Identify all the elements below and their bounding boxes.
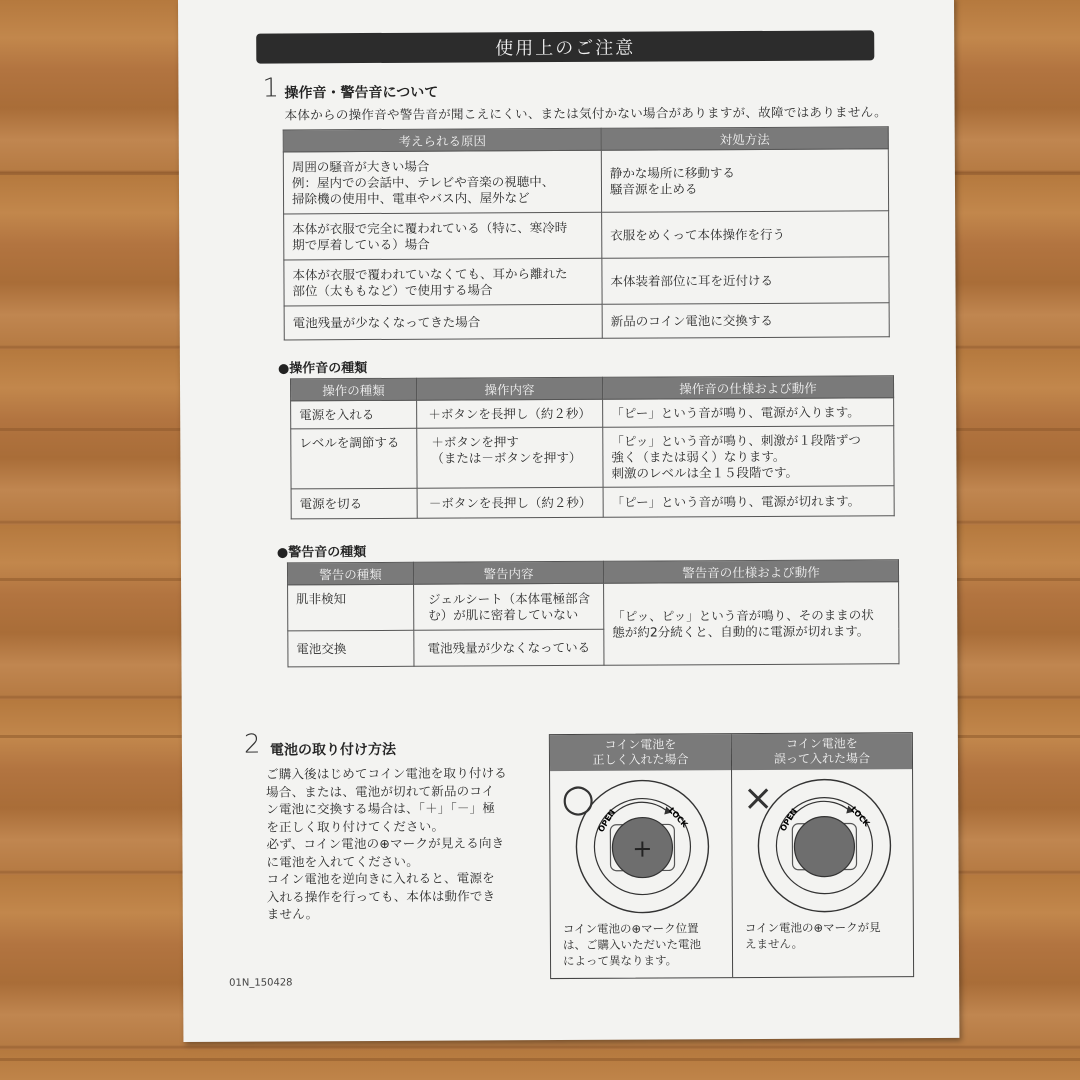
remedy-cell: 新品のコイン電池に交換する <box>602 303 889 339</box>
type-cell: レベルを調節する <box>291 428 417 489</box>
cause-remedy-table <box>283 126 890 340</box>
table-row <box>288 582 899 631</box>
table-row <box>284 257 889 306</box>
table-row <box>291 426 894 489</box>
spec-cell <box>603 426 894 488</box>
cell-line: 期で厚着している）場合 <box>292 236 430 252</box>
table-header: 操作内容 <box>416 377 602 400</box>
header-line: コイン電池を <box>786 736 858 751</box>
cell-line: 周囲の騒音が大きい場合 <box>291 158 430 174</box>
action-cell: ＋ボタンを長押し（約２秒） <box>417 399 603 428</box>
spec-cell <box>604 582 899 666</box>
cell-line: 「ピッ」という音が鳴り、刺激が１段階ずつ <box>611 431 861 449</box>
spec-cell: 「ピー」という音が鳴り、電源が入ります。 <box>603 398 894 428</box>
cell-line: 静かな場所に移動する <box>609 164 735 181</box>
table-header: 操作の種類 <box>290 378 416 401</box>
cell-line: 掃除機の使用中、電車やバス内、屋外など <box>292 189 530 206</box>
paragraph <box>266 834 546 870</box>
cause-cell <box>284 212 602 260</box>
cell-line: 本体が衣服で覆われていなくても、耳から離れた <box>292 265 568 282</box>
remedy-cell <box>601 149 888 213</box>
panel-header <box>732 733 912 770</box>
warning-sounds-heading: ●警告音の種類 <box>276 545 367 561</box>
text-line: 入れる操作を行っても、本体は動作でき <box>266 887 496 905</box>
action-cell <box>417 427 603 488</box>
cause-cell: 電池残量が少なくなってきた場合 <box>284 304 602 340</box>
table-header: 警告音の仕様および動作 <box>603 560 898 584</box>
section-1-heading: 操作音・警告音について <box>284 84 439 102</box>
document-sheet <box>178 0 959 1042</box>
cell-line: む）が肌に密着していない <box>428 606 579 623</box>
text-line: ません。 <box>266 906 319 922</box>
table-header: 警告の種類 <box>287 562 413 585</box>
correct-battery-illustration <box>550 770 731 921</box>
text-line: ン電池に交換する場合は、「＋」「－」極 <box>266 800 496 817</box>
operation-sounds-heading: ●操作音の種類 <box>277 361 368 377</box>
caption-line: えません。 <box>744 936 804 952</box>
table-row <box>283 149 888 214</box>
battery-instructions <box>266 764 547 923</box>
lock-label: LOCK <box>666 805 690 830</box>
correct-installation-panel <box>550 734 732 978</box>
table-row <box>291 486 894 519</box>
cell-line: 態が約2分続くと、自動的に電源が切れます。 <box>612 622 870 640</box>
header-line: 正しく入れた場合 <box>592 752 689 767</box>
coin-battery <box>794 816 854 876</box>
panel-header <box>550 734 731 771</box>
page-title: 使用上のご注意 <box>256 30 874 63</box>
open-label: OPEN <box>596 807 618 834</box>
remedy-cell: 衣服をめくって本体操作を行う <box>602 211 889 259</box>
table-header: 警告内容 <box>413 561 603 584</box>
text-line: 場合、または、電池が切れて新品のコイ <box>266 782 495 800</box>
table-header: 対処方法 <box>601 127 888 151</box>
document-code: 01N_150428 <box>229 977 293 989</box>
correct-circle-icon: ○ <box>561 775 595 821</box>
cell-line: ＋ボタンを押す <box>431 434 519 450</box>
lock-label: LOCK <box>848 804 872 829</box>
text-line: に電池を入れてください。 <box>266 853 419 870</box>
caption-line: は、ご購入いただいた電池 <box>562 937 701 952</box>
cell-line: 本体が衣服で完全に覆われている（特に、寒冷時 <box>292 219 568 236</box>
text-line: 必ず、コイン電池の⊕マークが見える向き <box>266 835 505 852</box>
cell-line: 強く（または弱く）なります。 <box>611 448 786 465</box>
section-1-intro: 本体からの操作音や警告音が聞こえにくい、または気付かない場合がありますが、故障ではありません。 <box>284 104 887 123</box>
text-line: コイン電池を逆向きに入れると、電源を <box>266 870 495 887</box>
open-label: OPEN <box>778 807 800 833</box>
cause-cell <box>284 258 602 306</box>
panel-caption <box>563 920 723 969</box>
type-cell: 電池交換 <box>288 630 414 667</box>
type-cell: 肌非検知 <box>288 584 414 631</box>
remedy-cell: 本体装着部位に耳を近付ける <box>602 257 889 305</box>
table-row <box>284 211 889 260</box>
section-2-heading: 電池の取り付け方法 <box>269 741 396 759</box>
caption-line: コイン電池の⊕マーク位置 <box>562 921 699 936</box>
panel-caption <box>745 919 905 952</box>
cause-cell <box>283 150 601 214</box>
wrong-cross-icon: × <box>742 777 774 820</box>
header-line: 誤って入れた場合 <box>773 751 871 766</box>
cell-line: （または－ボタンを押す） <box>431 449 582 466</box>
text-line: ご購入後はじめてコイン電池を取り付ける <box>266 765 508 782</box>
table-header: 考えられる原因 <box>283 128 601 152</box>
operation-sounds-table <box>290 375 895 519</box>
cell-line: ジェルシート（本体電極部含 <box>428 590 591 607</box>
text-line: を正しく取り付けてください。 <box>266 818 445 835</box>
section-1-number: 1 <box>262 73 280 104</box>
paragraph <box>267 869 547 923</box>
cell-line: 部位（太ももなど）で使用する場合 <box>292 281 493 298</box>
cell-line: 刺激のレベルは全１５段階です。 <box>611 464 799 481</box>
caption-line: コイン電池の⊕マークが見 <box>744 920 881 936</box>
type-cell: 電源を切る <box>291 488 417 519</box>
warning-sounds-table <box>287 559 900 667</box>
cell-line: 騒音源を止める <box>609 180 698 197</box>
wrong-installation-panel <box>731 733 913 977</box>
table-row <box>284 303 889 340</box>
caption-line: によって異なります。 <box>563 953 678 968</box>
header-line: コイン電池を <box>604 737 677 752</box>
wrong-battery-illustration <box>732 769 913 920</box>
paragraph <box>266 764 546 835</box>
type-cell: 電源を入れる <box>291 400 417 429</box>
cell-line: 例：屋内での会話中、テレビや音楽の視聴中、 <box>291 173 555 190</box>
action-cell: －ボタンを長押し（約２秒） <box>417 487 603 518</box>
cell-line: 「ピッ、ピッ」という音が鳴り、そのままの状 <box>612 606 874 624</box>
plus-mark: + <box>632 834 653 863</box>
content-cell <box>414 583 604 630</box>
section-2-number: 2 <box>243 729 261 760</box>
battery-diagram <box>549 732 914 979</box>
spec-cell: 「ピー」という音が鳴り、電源が切れます。 <box>603 486 894 518</box>
content-cell: 電池残量が少なくなっている <box>414 629 604 666</box>
table-header: 操作音の仕様および動作 <box>602 376 893 400</box>
table-row <box>291 398 894 429</box>
